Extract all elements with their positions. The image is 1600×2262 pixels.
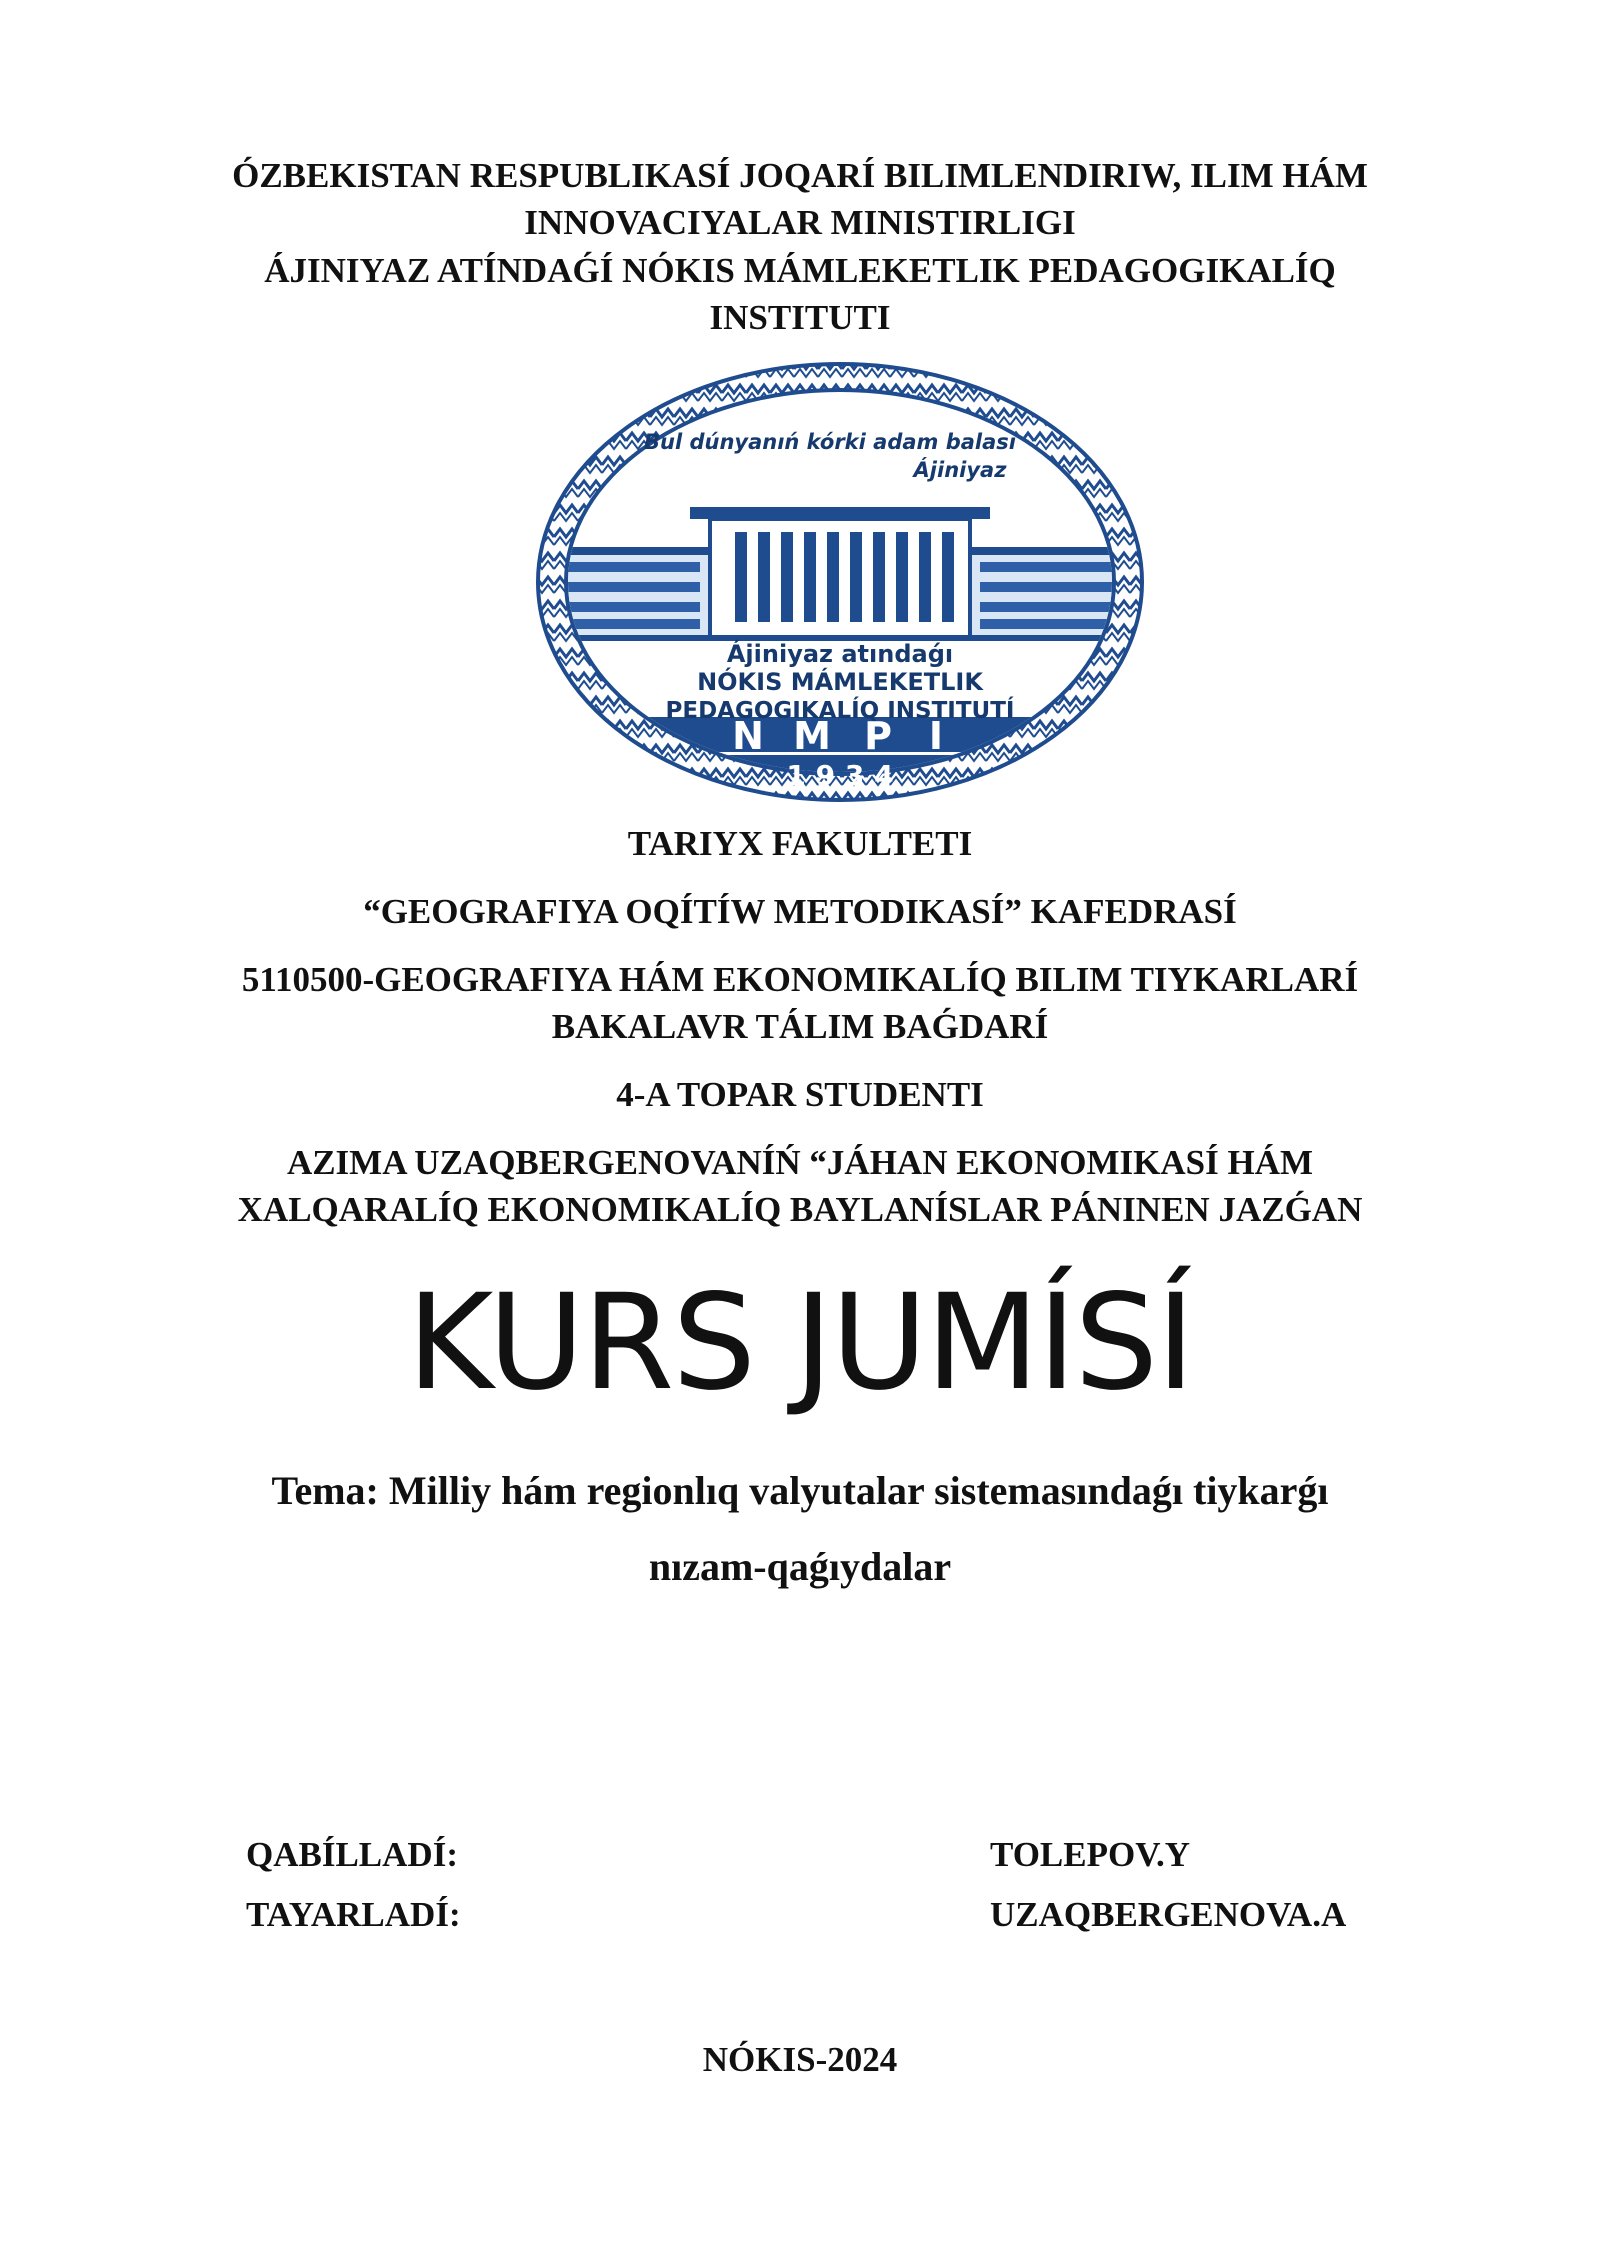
kafedra-name: “GEOGRAFIYA OQÍTÍW METODIKASÍ” KAFEDRASÍ: [363, 892, 1237, 931]
student-group: 4-A TOPAR STUDENTI: [616, 1075, 984, 1114]
ministry-title-line-2: INNOVACIYALAR MINISTIRLIGI: [524, 203, 1076, 242]
logo-letter-i: I: [928, 714, 944, 758]
place-and-year: NÓKIS-2024: [702, 2040, 898, 2079]
direction-line-2: BAKALAVR TÁLIM BAǴDARÍ: [551, 1007, 1049, 1046]
logo-motto-line-1: Bul dúnyanıń kórki adam balası: [644, 430, 1016, 454]
accepted-label: QABÍLLADÍ:: [246, 1835, 458, 1874]
direction-line-1: 5110500-GEOGRAFIYA HÁM EKONOMIKALÍQ BILIM TIYKARLARÍ: [241, 960, 1359, 999]
accepted-name: TOLEPOV.Y: [990, 1835, 1191, 1874]
ministry-title-line-1: ÓZBEKISTAN RESPUBLIKASÍ JOQARÍ BILIMLENDIRIW, ILIM HÁM: [232, 156, 1368, 195]
logo-letter-n: N: [732, 714, 764, 758]
author-line-2: XALQARALÍQ EKONOMIKALÍQ BAYLANÍSLAR PÁNINEN JAZǴAN: [237, 1190, 1363, 1229]
logo-name-line-2: NÓKIS MÁMLEKETLIK: [697, 668, 983, 696]
logo-letter-p: P: [864, 714, 892, 758]
institute-title-line-1: ÁJINIYAZ ATÍNDAǴÍ NÓKIS MÁMLEKETLIK PEDAGOGIKALÍQ: [264, 251, 1336, 290]
logo-name-line-3: PEDAGOGIKALÍQ INSTITUTÍ: [665, 698, 1015, 724]
logo-name-line-1: Ájiniyaz atındaǵı: [726, 640, 954, 668]
topic-line-2: nızam-qaǵıydalar: [648, 1544, 952, 1589]
institute-logo-seal: [530, 357, 1150, 807]
prepared-label: TAYARLADÍ:: [246, 1895, 461, 1934]
author-line-1: AZIMA UZAQBERGENOVANÍŃ “JÁHAN EKONOMIKASÍ HÁM: [286, 1143, 1314, 1182]
faculty-name: TARIYX FAKULTETI: [627, 824, 973, 863]
logo-motto-line-2: Ájiniyaz: [913, 458, 1007, 482]
logo-letter-m: M: [793, 714, 831, 758]
topic-line-1: Tema: Milliy hám regionlıq valyutalar sistemasındaǵı tiykarǵı: [271, 1468, 1329, 1513]
prepared-name: UZAQBERGENOVA.A: [990, 1895, 1347, 1934]
logo-year: 1 9 3 4: [786, 759, 894, 792]
institute-title-line-2: INSTITUTI: [709, 298, 891, 337]
document-type-title: KURS JUMÍSÍ: [406, 1266, 1194, 1420]
